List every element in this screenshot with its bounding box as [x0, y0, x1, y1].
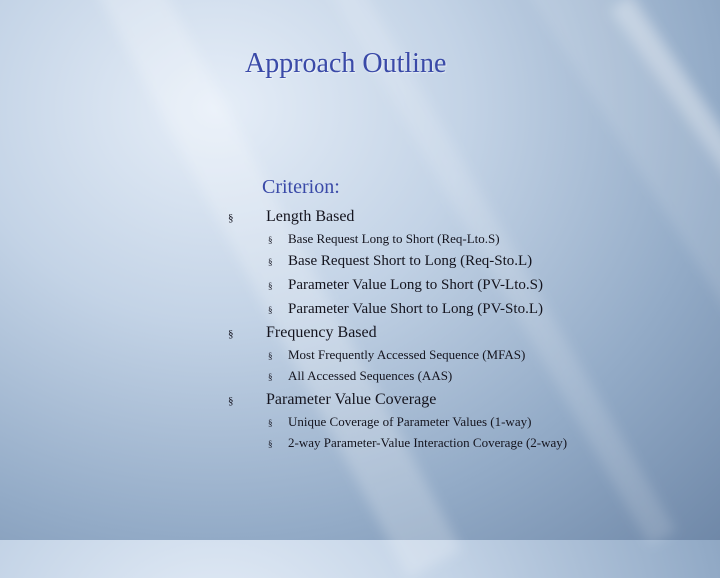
- sub-list-item: [268, 368, 452, 384]
- sub-list-item: [268, 231, 500, 247]
- list-item-label: Length Based: [266, 208, 355, 225]
- sub-list-item-label: 2-way Parameter-Value Interaction Coverage (2-way): [288, 435, 568, 450]
- bullet-icon: §: [268, 235, 273, 245]
- bullet-icon: §: [268, 351, 273, 361]
- sub-list-item-label: Parameter Value Short to Long (PV-Sto.L): [288, 301, 543, 317]
- sub-list-item-label: Unique Coverage of Parameter Values (1-way): [288, 414, 532, 429]
- list-item-label: Frequency Based: [266, 324, 377, 341]
- bullet-icon: §: [268, 281, 273, 291]
- sub-list-item: [268, 301, 543, 318]
- sub-list-item-label: Base Request Long to Short (Req-Lto.S): [288, 231, 500, 246]
- bullet-icon: §: [268, 439, 273, 449]
- list-item-label: Parameter Value Coverage: [266, 391, 437, 408]
- bullet-icon: §: [228, 395, 234, 407]
- bullet-icon: §: [228, 328, 234, 340]
- bullet-icon: §: [268, 372, 273, 382]
- bullet-icon: §: [268, 257, 273, 267]
- sub-list-item-label: Most Frequently Accessed Sequence (MFAS): [288, 347, 526, 362]
- list-item: [228, 208, 354, 226]
- bullet-icon: §: [228, 212, 234, 224]
- sub-list-item: [268, 347, 525, 363]
- list-item: [228, 324, 377, 342]
- sub-list-item-label: Parameter Value Long to Short (PV-Lto.S): [288, 277, 543, 293]
- sub-list-item: [268, 277, 543, 294]
- bullet-icon: §: [268, 305, 273, 315]
- sub-list-item-label: Base Request Short to Long (Req-Sto.L): [288, 253, 533, 269]
- list-item: [228, 391, 436, 409]
- sub-list-item: [268, 435, 567, 451]
- sub-list-item-label: All Accessed Sequences (AAS): [288, 368, 453, 383]
- sub-list-item: [268, 253, 532, 270]
- sub-list-item: [268, 414, 531, 430]
- bullet-icon: §: [268, 418, 273, 428]
- slide-title: Approach Outline: [245, 48, 447, 79]
- slide-subtitle: Criterion:: [262, 176, 340, 198]
